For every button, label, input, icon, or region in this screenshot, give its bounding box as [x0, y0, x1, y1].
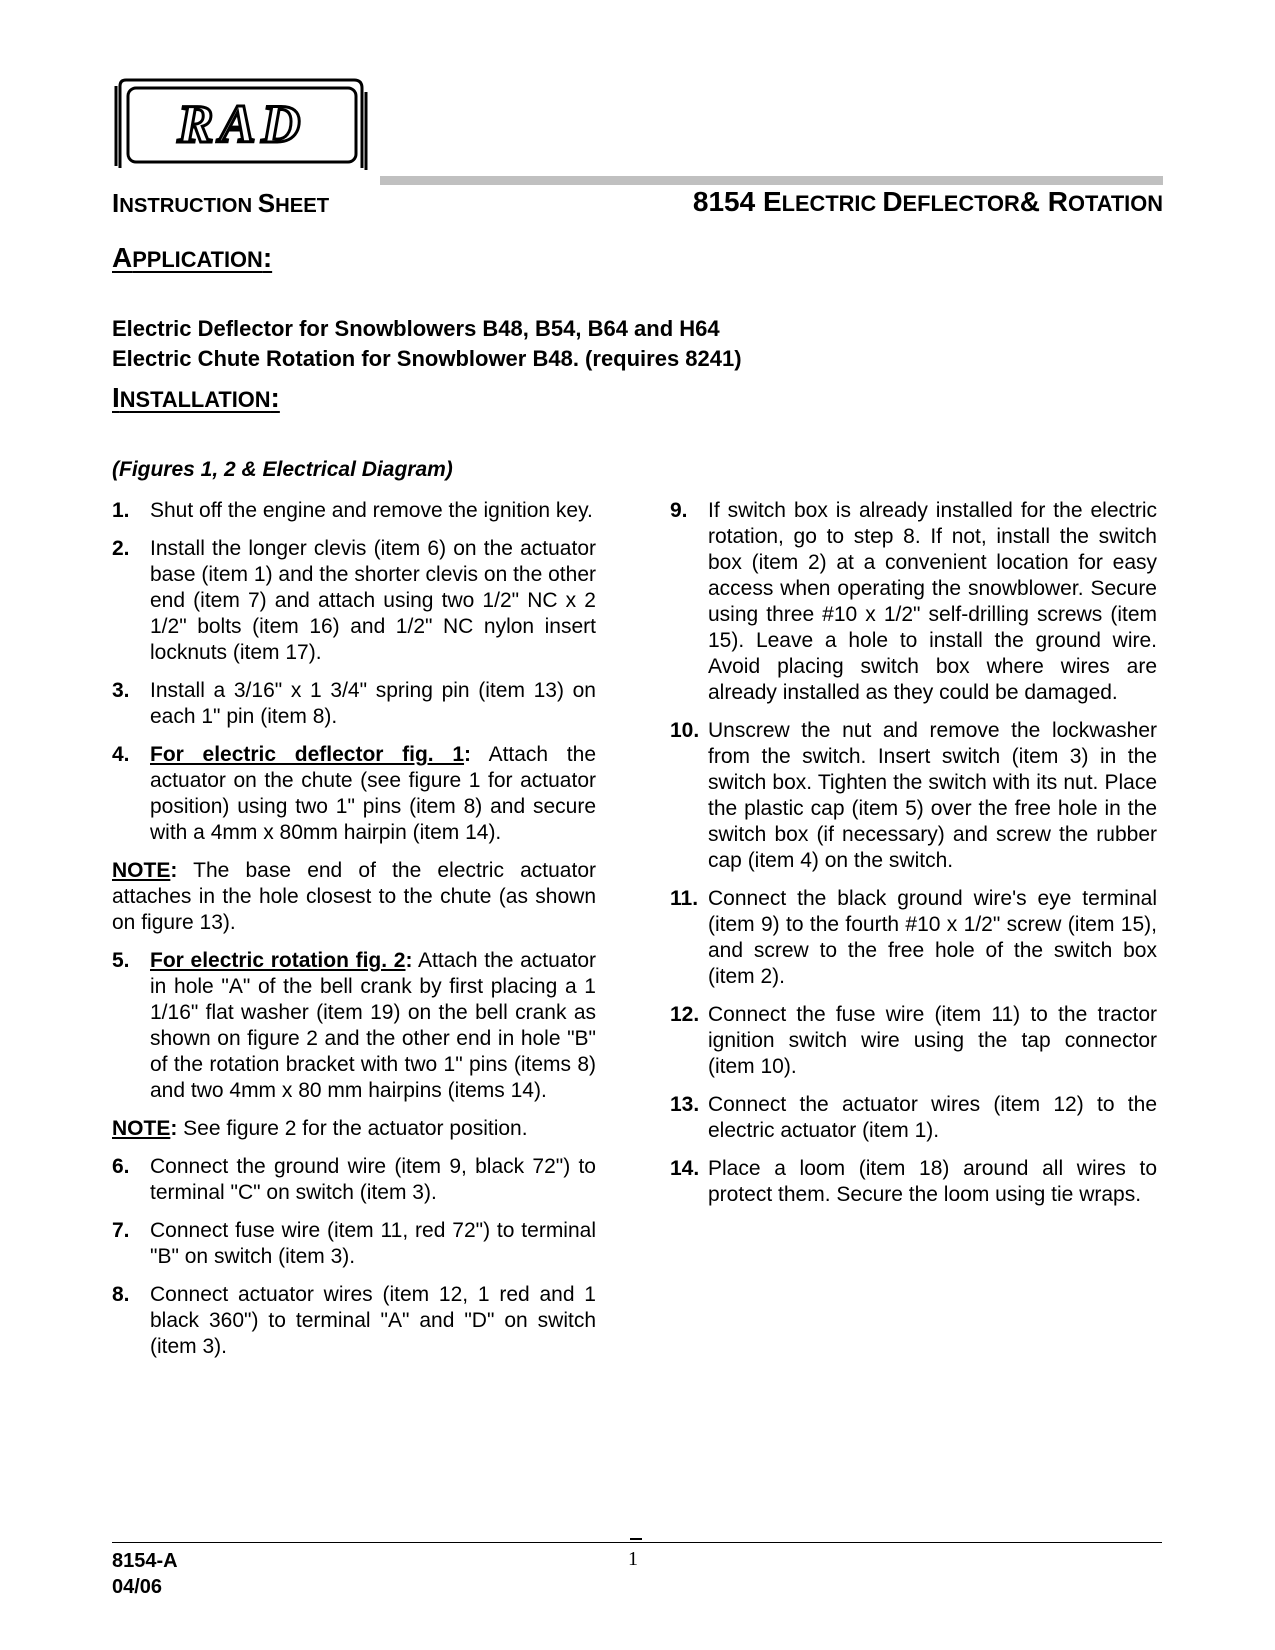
step-item: 6. Connect the ground wire (item 9, black 72") to terminal "C" on switch (item 3). [112, 1155, 596, 1204]
application-line: Electric Deflector for Snowblowers B48, B54, B64 and H64 [112, 316, 720, 341]
title-segment: & R [1019, 186, 1069, 217]
footer-rule [112, 1542, 1162, 1543]
document-type-title: INSTRUCTION SHEET [112, 188, 330, 218]
step-item: 8. Connect actuator wires (item 12, 1 red and 1 black 360") to terminal "A" and "D" on switch (item 3). [112, 1283, 596, 1358]
step-item: 5. For electric rotation fig. 2: Attach the actuator in hole "A" of the bell crank by first placing a 1 1/16" flat washer (item 19) on the bell crank as shown on figure 2 and the other end in hole "B" of the rotation bracket with two 1" pins (items 8) and two 4mm x 80 mm hairpins (items 14). [112, 949, 597, 1102]
title-segment: D [882, 186, 903, 217]
step-item: 4. For electric deflector fig. 1: Attach the actuator on the chute (see figure 1 for actuator position) using two 1" pins (item 8) and secure with a 4mm x 80mm hairpin (item 14). [112, 743, 596, 844]
rad-logo [114, 78, 380, 172]
application-heading: APPLICATION: [112, 242, 273, 273]
step-item: 1. Shut off the engine and remove the ignition key. [112, 499, 593, 522]
title-segment: 8154 E [692, 186, 782, 217]
step-item: 13. Connect the actuator wires (item 12) to the electric actuator (item 1). [670, 1093, 1157, 1142]
figures-reference: (Figures 1, 2 & Electrical Diagram) [112, 458, 453, 481]
doc-code: 8154-A [112, 1550, 178, 1572]
application-text [112, 314, 742, 374]
step-lead: For electric deflector fig. 1 [150, 743, 465, 766]
steps-left-column [112, 498, 596, 1372]
header-rule [380, 176, 1163, 185]
step-item: 3. Install a 3/16" x 1 3/4" spring pin (item 13) on each 1" pin (item 8). [112, 679, 596, 728]
doc-date: 04/06 [112, 1576, 163, 1598]
application-line: Electric Chute Rotation for Snowblower B48. (requires 8241) [112, 346, 742, 371]
step-item: 12. Connect the fuse wire (item 11) to the tractor ignition switch wire using the tap connector (item 10). [670, 1003, 1157, 1078]
step-lead: For electric rotation fig. 2 [150, 949, 406, 972]
step-item: 2. Install the longer clevis (item 6) on the actuator base (item 1) and the shorter clevis on the other end (item 7) and attach using two 1/2" NC x 2 1/2" bolts (item 16) and 1/2" NC nylon insert locknuts (item 17). [112, 537, 596, 664]
step-item: 9. If switch box is already installed for the electric rotation, go to step 8. If not, install the switch box (item 2) at a convenient location for easy access when operating the snowblower. Secure using three #10 x 1/2" self-drilling screws (item 15). Leave a hole to install the ground wire. Avoid placing switch box where wires are already installed as they could be damaged. [670, 499, 1157, 704]
step-item: 7. Connect fuse wire (item 11, red 72") to terminal "B" on switch (item 3). [112, 1219, 596, 1268]
title-segment: EFLECTOR [902, 191, 1020, 216]
installation-heading: INSTALLATION: [112, 382, 280, 413]
step-item: 10. Unscrew the nut and remove the lockwasher from the switch. Insert switch (item 3) in the switch box. Tighten the switch with its nut. Place the plastic cap (item 5) over the free hole in the switch box (if necessary) and screw the rubber cap (item 4) on the switch. [670, 719, 1157, 872]
steps-right-column [670, 498, 1157, 1220]
title-segment: OTATION [1068, 191, 1163, 216]
step-item: 14. Place a loom (item 18) around all wires to protect them. Secure the loom using tie wraps. [670, 1157, 1157, 1206]
page-number: 1 [628, 1548, 638, 1570]
svg-text:RAD: RAD [177, 94, 307, 154]
note: NOTE: See figure 2 for the actuator position. [112, 1117, 528, 1140]
product-title [693, 186, 1163, 218]
note: NOTE: The base end of the electric actuator attaches in the hole closest to the chute (as shown on figure 13). [112, 859, 596, 934]
step-item: 11. Connect the black ground wire's eye terminal (item 9) to the fourth #10 x 1/2" screw (item 15), and screw to the free hole of the switch box (item 2). [670, 887, 1157, 988]
footer-tick [630, 1538, 642, 1540]
footer-doc-info [112, 1548, 178, 1600]
title-segment: LECTRIC [781, 191, 883, 216]
